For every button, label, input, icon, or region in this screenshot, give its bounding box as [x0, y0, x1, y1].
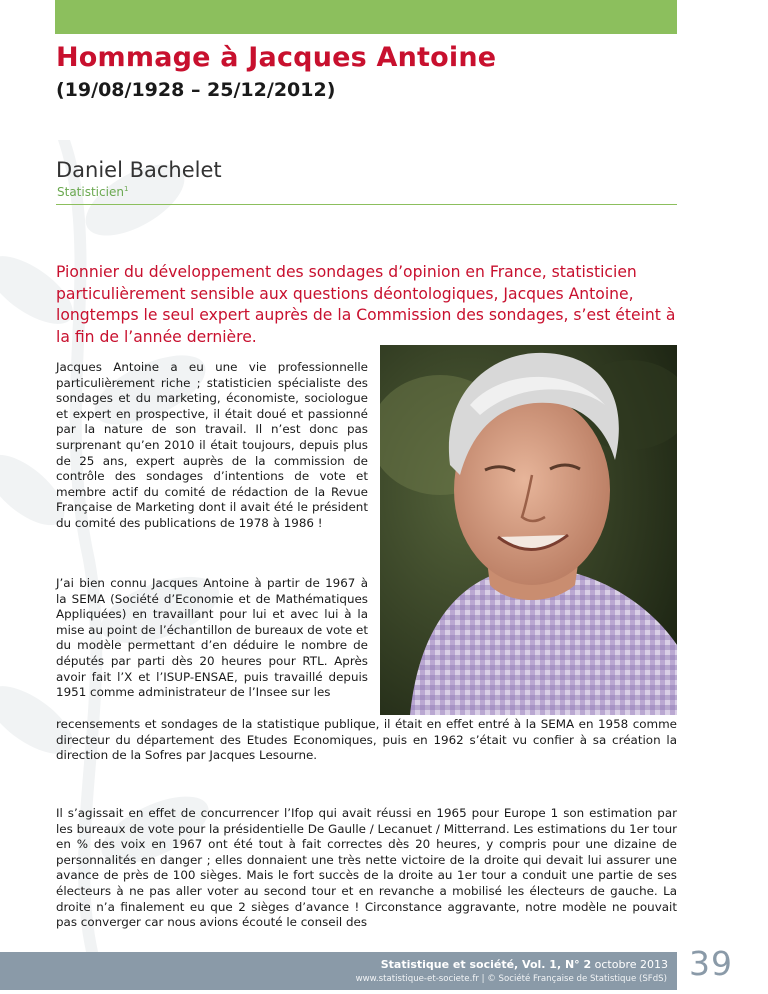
portrait-photo	[380, 345, 677, 715]
footnote-marker: 1	[123, 185, 129, 193]
issue-date: octobre 2013	[594, 958, 668, 971]
paragraph-1: Jacques Antoine a eu une vie professionnelle particulièrement riche ; statisticien spécialiste des sondages et du marketing, économiste, sociologue et expert en prospective, il était doué et passionné par la nature de son travail. Il n’est donc pas surprenant qu’en 2010 il était toujours, depuis plus de 25 ans, expert auprès de la commission de contrôle des sondages d’intentions de vote et membre actif du comité de rédaction de la Revue Française de Marketing dont il avait été le président du comité des publications de 1978 à 1986 !	[56, 360, 368, 530]
author-divider	[56, 204, 677, 205]
author-role-label: Statisticien	[57, 185, 124, 199]
article-lede: Pionnier du développement des sondages d’opinion en France, statisticien particulièrement sensible aux questions déontologiques, Jacques Antoine, longtemps le seul expert auprès de la Commission des sondages, s’est éteint à la fin de l’année dernière.	[56, 263, 676, 346]
paragraph-3: Il s’agissait en effet de concurrencer l’Ifop qui avait réussi en 1965 pour Europe 1 son estimation par les bureaux de vote pour la présidentielle De Gaulle / Lecanuet / Mitterrand. Les estimations du 1er tour en % des voix en 1967 ont été tout à fait correctes dès 20 heures, y compris pour une dizaine de personnalités en danger ; elles donnaient une très nette victoire de la droite qui devait lui assurer une avance de près de 100 sièges. Mais le fort succès de la droite au 1er tour a conduit une partie de ses électeurs à ne pas aller voter au second tour et en revanche a mobilisé les électeurs de gauche. La droite n’a finalement eu que 2 sièges d’avance ! Circonstance aggravante, notre modèle ne pouvait pas converger car nous avions écouté le conseil des	[56, 806, 677, 930]
paragraph-2-continued: recensements et sondages de la statistique publique, il était en effet entré à la SEMA en 1958 comme directeur du département des Etudes Economiques, puis en 1962 s’était vu confier à sa création la direction de la Sofres par Jacques Lesourne.	[56, 717, 677, 763]
page-number: 39	[689, 944, 733, 983]
author-name: Daniel Bachelet	[56, 158, 222, 182]
article-dates: (19/08/1928 – 25/12/2012)	[56, 79, 336, 101]
author-role	[57, 185, 128, 199]
journal-name: Statistique et société, Vol. 1, N° 2	[380, 958, 592, 971]
header-band	[55, 0, 677, 34]
footer-journal	[381, 958, 668, 971]
article-title: Hommage à Jacques Antoine	[56, 42, 497, 73]
footer-credits: www.statistique-et-societe.fr | © Société Française de Statistique (SFdS)	[355, 974, 667, 984]
paragraph-2: J’ai bien connu Jacques Antoine à partir de 1967 à la SEMA (Société d’Economie et de Mathématiques Appliquées) en travaillant pour lui et avec lui à la mise au point de l’échantillon de bureaux de vote et du modèle permettant d’en déduire le nombre de députés par parti dès 20 heures pour RTL. Après avoir fait l’X et l’ISUP-ENSAE, puis travaillé depuis 1951 comme administrateur de l’Insee sur les	[56, 576, 368, 700]
